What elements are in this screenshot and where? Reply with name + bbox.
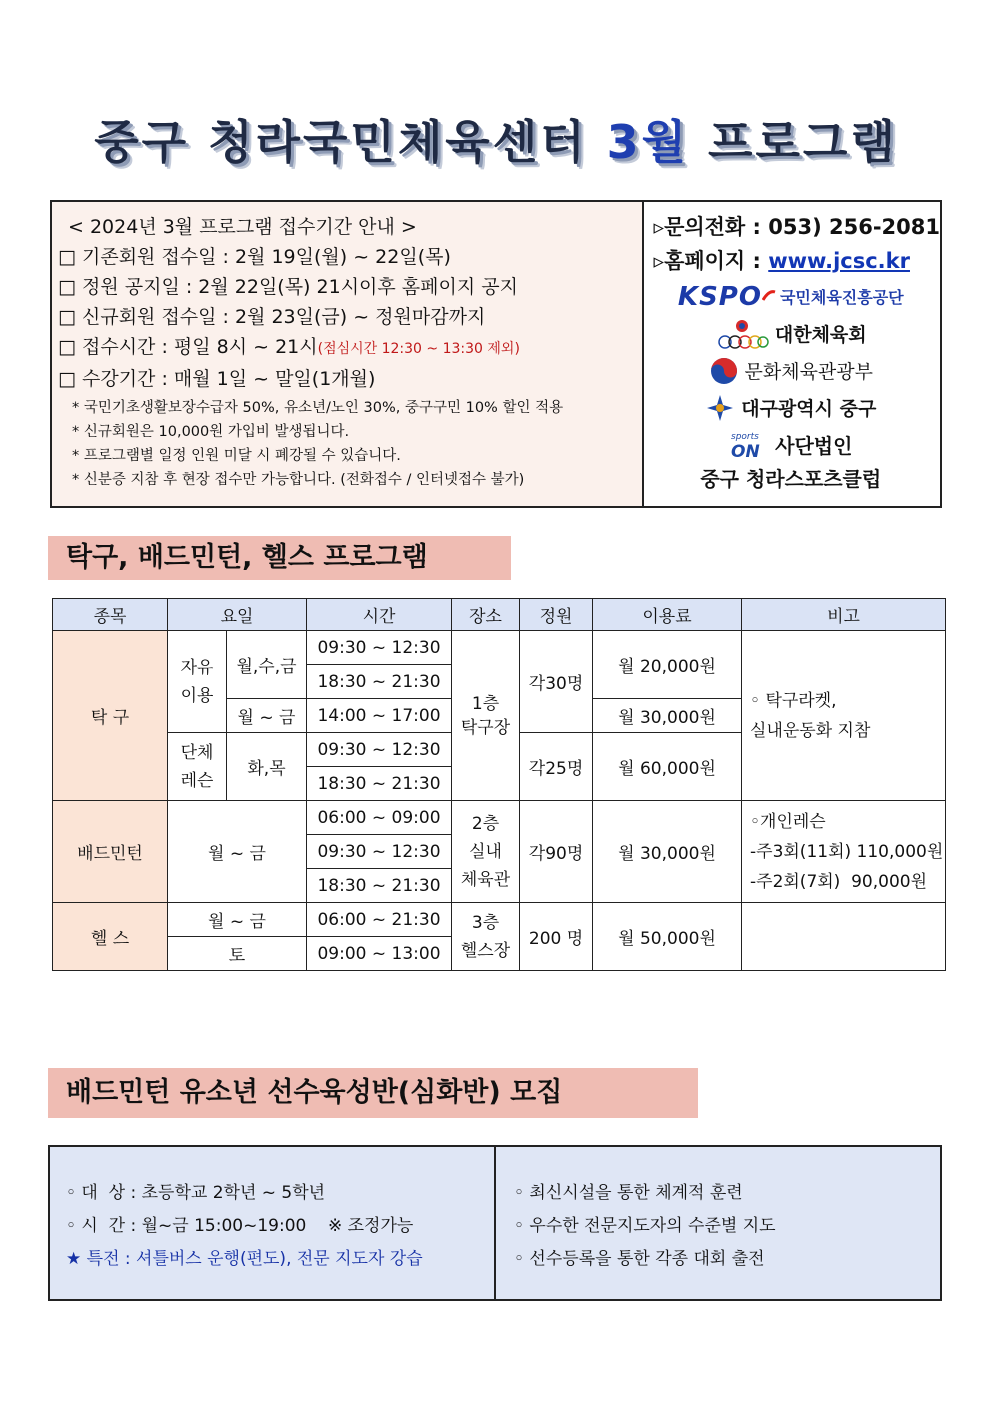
info-line: □ 정원 공지일 : 2월 22일(목) 21시이후 홈페이지 공지 — [58, 276, 518, 298]
place-cell: 1층 탁구장 — [452, 631, 520, 801]
info-line: □ 수강기간 : 매월 1일 ~ 말일(1개월) — [58, 368, 376, 390]
time-cell: 09:30 ~ 12:30 — [307, 733, 452, 767]
days-cell: 토 — [168, 937, 307, 971]
group-lesson-label: 단체 레슨 — [168, 733, 227, 801]
kspo-swoosh-icon — [762, 290, 776, 304]
note-cell: ◦ 탁구라켓, 실내운동화 지참 — [742, 631, 946, 801]
sportson-logo: sports ON 사단법인 — [731, 431, 853, 460]
time-cell: 06:00 ~ 09:00 — [307, 801, 452, 835]
capacity-cell: 200 명 — [520, 903, 593, 971]
fee-cell: 월 30,000원 — [593, 801, 742, 903]
header-note: 비고 — [742, 599, 946, 631]
contact-panel — [644, 202, 940, 506]
section-title-programs: 탁구, 배드민턴, 헬스 프로그램 — [48, 536, 511, 580]
recruit-box — [48, 1145, 942, 1301]
olympic-rings-icon — [715, 318, 769, 350]
taegeuk-icon — [709, 356, 739, 386]
days-cell: 화,목 — [227, 733, 307, 801]
fee-cell: 월 30,000원 — [593, 699, 742, 733]
lunch-note: (점심시간 12:30 ~ 13:30 제외) — [317, 341, 520, 357]
sportson-mark-icon — [729, 430, 775, 460]
ministry-logo: 문화체육관광부 — [654, 352, 928, 389]
homepage-line: ▹홈페이지 : www.jcsc.kr — [653, 249, 910, 273]
phone-number[interactable]: 053) 256-2081 — [768, 215, 940, 239]
header-time: 시간 — [307, 599, 452, 631]
recruit-features — [496, 1147, 940, 1299]
phone-line: ▹문의전화 : 053) 256-2081 — [653, 215, 940, 239]
capacity-cell: 각30명 — [520, 631, 593, 733]
header-days: 요일 — [168, 599, 307, 631]
svg-text:ON: ON — [731, 441, 760, 460]
note-cell: ◦개인레슨 -주3회(11회) 110,000원 -주2회(7회) 90,000원 — [742, 801, 946, 903]
recruit-details — [50, 1147, 496, 1299]
place-cell: 3층 헬스장 — [452, 903, 520, 971]
note-line: * 프로그램별 일정 인원 미달 시 폐강될 수 있습니다. — [72, 448, 401, 464]
days-cell: 월,수,금 — [227, 631, 307, 699]
daegu-emblem-icon — [705, 393, 735, 423]
svg-text:sports: sports — [731, 431, 759, 442]
days-cell: 월 ~ 금 — [168, 903, 307, 937]
fee-cell: 월 50,000원 — [593, 903, 742, 971]
info-heading: < 2024년 3월 프로그램 접수기간 안내 > — [68, 216, 417, 238]
days-cell: 월 ~ 금 — [227, 699, 307, 733]
feature-item: ◦ 최신시설을 통한 체계적 훈련 — [514, 1183, 743, 1203]
daegu-junggu-logo: 대구광역시 중구 — [654, 389, 928, 426]
recruit-target: ◦ 대 상 : 초등학교 2학년 ~ 5학년 — [66, 1183, 326, 1203]
sport-badminton: 배드민턴 — [53, 801, 168, 903]
time-cell: 18:30 ~ 21:30 — [307, 665, 452, 699]
table-row — [53, 903, 946, 937]
info-line: □ 기존회원 접수일 : 2월 19일(월) ~ 22일(목) — [58, 246, 451, 268]
sport-table-tennis: 탁 구 — [53, 631, 168, 801]
registration-info — [52, 202, 644, 506]
header-sport: 종목 — [53, 599, 168, 631]
page-title: 중구 청라국민체육센터 3월 프로그램 — [94, 115, 898, 169]
capacity-cell: 각90명 — [520, 801, 593, 903]
note-line: * 신분증 지참 후 현장 접수만 가능합니다. (전화접수 / 인터넷접수 불가) — [72, 472, 525, 488]
capacity-cell: 각25명 — [520, 733, 593, 801]
header-fee: 이용료 — [593, 599, 742, 631]
table-row — [53, 631, 946, 665]
place-cell: 2층 실내 체육관 — [452, 801, 520, 903]
days-cell: 월 ~ 금 — [168, 801, 307, 903]
fee-cell: 월 60,000원 — [593, 733, 742, 801]
club-name: 중구 청라스포츠클럽 — [700, 467, 882, 491]
time-cell: 09:00 ~ 13:00 — [307, 937, 452, 971]
table-header-row — [53, 599, 946, 631]
sports-council-logo: 대한체육회 — [654, 315, 928, 352]
homepage-link[interactable]: www.jcsc.kr — [768, 249, 910, 273]
time-cell: 18:30 ~ 21:30 — [307, 869, 452, 903]
info-line: □ 신규회원 접수일 : 2월 23일(금) ~ 정원마감까지 — [58, 306, 486, 328]
section-title-recruit: 배드민턴 유소년 선수육성반(심화반) 모집 — [48, 1068, 698, 1118]
header-capacity: 정원 — [520, 599, 593, 631]
time-cell: 06:00 ~ 21:30 — [307, 903, 452, 937]
kspo-logo: KSPO 국민체육진흥공단 — [677, 281, 904, 312]
feature-item: ◦ 우수한 전문지도자의 수준별 지도 — [514, 1216, 776, 1236]
program-table — [52, 598, 946, 971]
time-cell: 18:30 ~ 21:30 — [307, 767, 452, 801]
time-cell: 09:30 ~ 12:30 — [307, 631, 452, 665]
recruit-time: ◦ 시 간 : 월~금 15:00~19:00 ※ 조정가능 — [66, 1216, 414, 1236]
table-row — [53, 801, 946, 835]
header-place: 장소 — [452, 599, 520, 631]
note-line: * 신규회원은 10,000원 가입비 발생됩니다. — [72, 424, 350, 440]
sport-gym: 헬 스 — [53, 903, 168, 971]
note-line: * 국민기초생활보장수급자 50%, 유소년/노인 30%, 중구구민 10% 할인 적용 — [72, 400, 564, 416]
fee-cell: 월 20,000원 — [593, 631, 742, 699]
info-box — [50, 200, 942, 508]
recruit-benefit: ★ 특전 : 셔틀버스 운행(편도), 전문 지도자 강습 — [66, 1249, 423, 1269]
info-line: □ 접수시간 : 평일 8시 ~ 21시(점심시간 12:30 ~ 13:30 제외) — [58, 336, 520, 358]
title-month: 3월 — [606, 115, 690, 169]
free-use-label: 자유 이용 — [168, 631, 227, 733]
info-notes — [58, 396, 642, 492]
time-cell: 09:30 ~ 12:30 — [307, 835, 452, 869]
time-cell: 14:00 ~ 17:00 — [307, 699, 452, 733]
feature-item: ◦ 선수등록을 통한 각종 대회 출전 — [514, 1249, 765, 1269]
note-cell — [742, 903, 946, 971]
